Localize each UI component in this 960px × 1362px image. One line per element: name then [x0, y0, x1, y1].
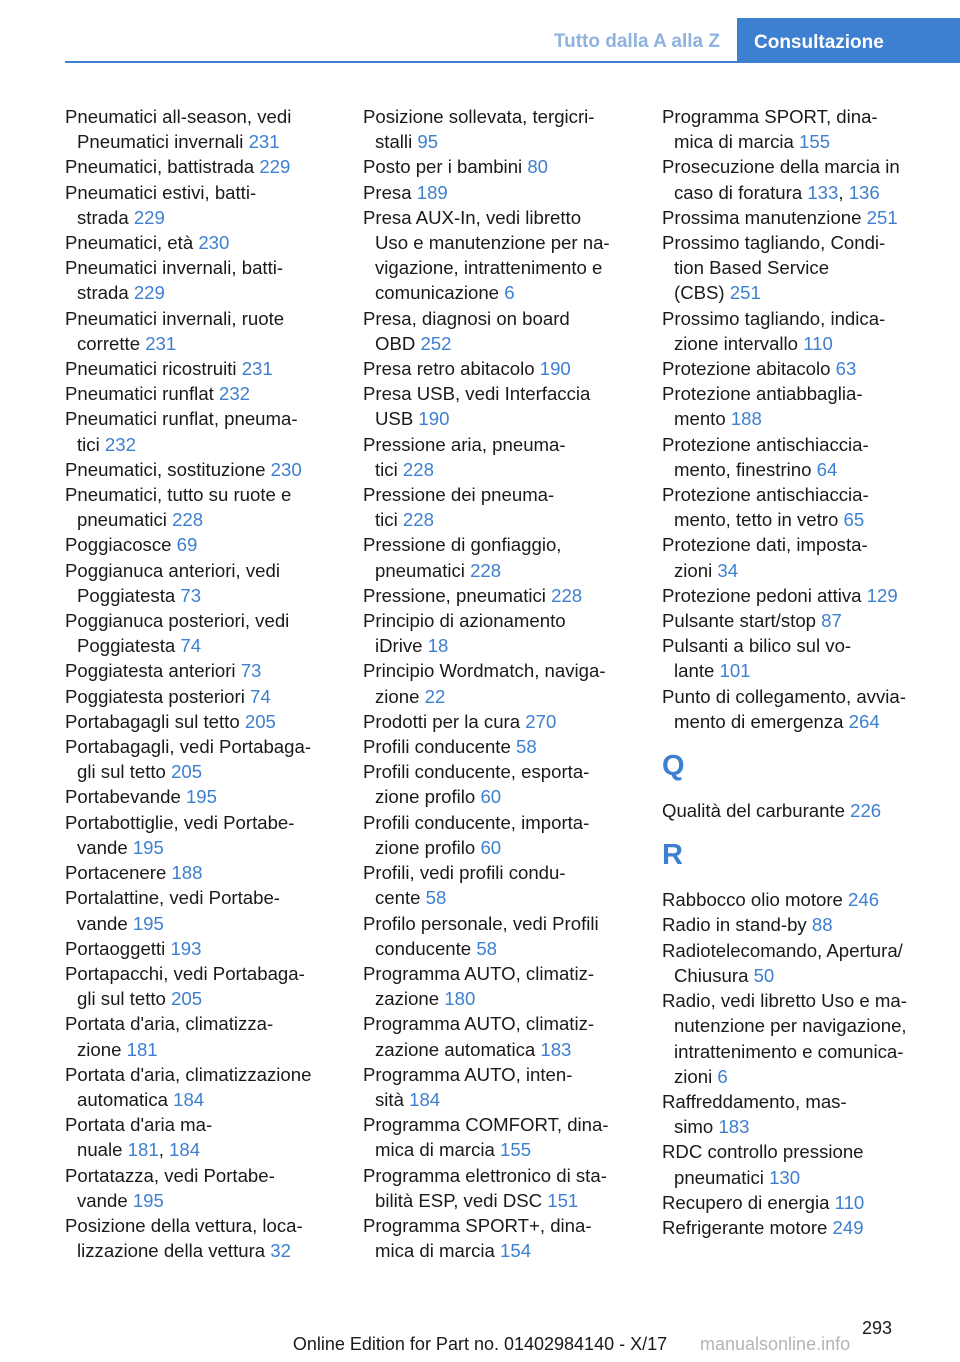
entry-term-continued: caso di foratura — [674, 181, 808, 203]
entry-term: Pneumatici, tutto su ruote e — [65, 484, 292, 506]
page-reference-link[interactable]: 252 — [420, 332, 452, 354]
entry-term: Portatazza, vedi Portabe- — [65, 1164, 275, 1186]
entry-term: Portabevande — [65, 786, 186, 808]
entry-term: Prosecuzione della marcia in — [662, 156, 900, 178]
header-rule — [65, 61, 960, 63]
entry-term: Raffreddamento, mas- — [662, 1090, 847, 1112]
entry-term: Protezione abitacolo — [662, 358, 836, 380]
entry-term: Pneumatici estivi, batti- — [65, 181, 257, 203]
entry-term: Pulsanti a bilico sul vo- — [662, 635, 852, 657]
index-entry: Portata d'aria ma- nuale 181, 184 — [65, 1114, 213, 1161]
index-entry — [662, 356, 960, 381]
entry-term-continued: zione intervallo — [674, 332, 804, 354]
index-entry — [65, 709, 340, 734]
page-reference-link[interactable]: 190 — [418, 408, 450, 430]
index-entry — [662, 633, 960, 683]
index-entry — [363, 180, 638, 205]
entry-term: RDC controllo pressione — [662, 1141, 864, 1163]
page-reference-link[interactable]: 73 — [180, 584, 202, 606]
entry-term: Profili conducente — [363, 736, 516, 758]
index-entry — [65, 482, 340, 532]
entry-term-continued: zazione — [375, 988, 445, 1010]
index-entry — [65, 1011, 340, 1061]
index-entry — [65, 406, 340, 456]
page-reference-link[interactable]: 249 — [832, 1216, 864, 1238]
entry-term: Pneumatici invernali, ruote — [65, 307, 285, 329]
page-reference-link[interactable]: 63 — [835, 358, 857, 380]
page-reference-link[interactable]: 69 — [176, 534, 198, 556]
page-reference-link[interactable]: 58 — [515, 736, 537, 758]
index-entry — [363, 154, 638, 179]
entry-term: Poggiacosce — [65, 534, 177, 556]
entry-term: Recupero di energia — [662, 1191, 835, 1213]
entry-term: Pneumatici, età — [65, 232, 199, 254]
entry-term: Pneumatici runflat, pneuma- — [65, 408, 298, 430]
index-entry — [662, 104, 960, 154]
page-reference-link[interactable]: 32 — [270, 1240, 291, 1262]
entry-term-continued: pneumatici — [375, 559, 471, 581]
entry-term-continued: mica di marcia — [674, 131, 800, 153]
page-reference-link[interactable]: 229 — [133, 282, 165, 304]
entry-term: Protezione dati, imposta- — [662, 534, 868, 556]
entry-term-continued: zione profilo — [375, 836, 481, 858]
index-entry — [363, 1112, 638, 1162]
index-entry — [65, 356, 340, 381]
entry-term-continued: tici — [375, 458, 403, 480]
entry-term-continued: Uso e manutenzione per na- — [375, 232, 610, 254]
index-entry — [662, 798, 960, 823]
entry-term-continued: zione — [77, 1038, 127, 1060]
entry-term-continued: conducente — [375, 937, 477, 959]
page-reference-link[interactable]: 133 — [807, 181, 839, 203]
letter-heading: R — [662, 839, 683, 872]
entry-term-continued: zione profilo — [375, 786, 481, 808]
index-entry — [662, 887, 960, 912]
page-reference-link[interactable]: 50 — [753, 964, 775, 986]
page-reference-link[interactable]: 130 — [769, 1166, 801, 1188]
page-reference-link[interactable]: 181 — [127, 1139, 159, 1161]
entry-term-continued: lizzazione della vettura — [77, 1240, 271, 1262]
footer-edition: Online Edition for Part no. 01402984140 - X/17 — [292, 1334, 668, 1354]
index-entry — [363, 432, 638, 482]
entry-term-continued: tici — [375, 509, 403, 531]
entry-term-continued: tion Based Service — [674, 257, 830, 279]
page-reference-link[interactable]: 64 — [816, 458, 838, 480]
entry-term: Programma elettronico di sta- — [363, 1164, 607, 1186]
index-entry — [65, 230, 340, 255]
entry-term: Radio in stand-by — [662, 914, 812, 936]
index-entry — [65, 154, 340, 179]
entry-term: Portabagagli, vedi Portabaga- — [65, 736, 312, 758]
page-reference-link[interactable]: 229 — [133, 206, 165, 228]
page-reference-link[interactable]: 229 — [259, 156, 291, 178]
page-reference-link[interactable]: 110 — [803, 332, 833, 354]
index-entry — [65, 1213, 340, 1263]
page-reference-link[interactable]: 190 — [539, 358, 571, 380]
index-entry — [363, 860, 638, 910]
page-reference-link[interactable]: 246 — [848, 889, 880, 911]
entry-term-continued: vande — [77, 836, 133, 858]
entry-term-continued: mica di marcia — [375, 1240, 501, 1262]
page-reference-link[interactable]: 74 — [180, 635, 202, 657]
page-reference-link[interactable]: 183 — [718, 1116, 750, 1138]
index-column-1 — [65, 104, 340, 1263]
page-reference-link[interactable]: 6 — [717, 1065, 728, 1087]
entry-term: Portalattine, vedi Portabe- — [65, 887, 280, 909]
entry-term: Pressione dei pneuma- — [363, 484, 555, 506]
entry-term-continued: zazione automatica — [375, 1038, 541, 1060]
page-reference-link[interactable]: 34 — [717, 559, 739, 581]
index-entry — [65, 558, 340, 608]
entry-term: Poggianuca posteriori, vedi — [65, 610, 290, 632]
page-reference-link[interactable]: 74 — [250, 685, 271, 707]
index-entry — [65, 734, 340, 784]
page-reference-link[interactable]: 251 — [866, 206, 898, 228]
page-reference-link[interactable]: 228 — [551, 584, 583, 606]
page-reference-link[interactable]: 232 — [219, 383, 251, 405]
page-reference-link[interactable]: 195 — [132, 1189, 164, 1211]
page-reference-link[interactable]: 80 — [527, 156, 549, 178]
index-entry — [363, 658, 638, 708]
page-reference-link[interactable]: 230 — [270, 458, 302, 480]
entry-term-continued: zione — [375, 685, 425, 707]
page-reference-link[interactable]: 155 — [500, 1139, 532, 1161]
page-reference-link[interactable]: 18 — [427, 635, 449, 657]
index-entry — [363, 532, 638, 582]
entry-term: Portabagagli sul tetto — [65, 710, 245, 732]
entry-term: Posizione della vettura, loca- — [65, 1214, 303, 1236]
page-reference-link[interactable]: 22 — [424, 685, 446, 707]
entry-term: Programma AUTO, inten- — [363, 1063, 573, 1085]
index-entry — [65, 1062, 340, 1112]
index-entry — [65, 936, 340, 961]
entry-term-continued: simo — [674, 1116, 719, 1138]
entry-term: Pneumatici invernali, batti- — [65, 257, 284, 279]
page-reference-link[interactable]: 228 — [470, 559, 502, 581]
entry-term-continued: mento di emergenza — [674, 710, 849, 732]
entry-term-continued: Pneumatici invernali — [77, 131, 249, 153]
index-entry — [363, 482, 638, 532]
entry-term-continued: OBD — [375, 332, 421, 354]
page-reference-link[interactable]: 230 — [198, 232, 230, 254]
index-entry — [363, 1213, 638, 1263]
letter-heading: Q — [662, 750, 685, 783]
entry-term-continued: sità — [375, 1088, 410, 1110]
page-reference-link[interactable]: 184 — [173, 1088, 205, 1110]
index-entry — [662, 381, 960, 431]
entry-term-continued: vande — [77, 1189, 133, 1211]
entry-term-continued: vande — [77, 912, 133, 934]
entry-term-continued: intrattenimento e comunica- — [674, 1040, 904, 1062]
entry-term-continued: Chiusura — [674, 964, 754, 986]
entry-term-continued: gli sul tetto — [77, 988, 172, 1010]
entry-term: Posizione sollevata, tergicri- — [363, 106, 595, 127]
page-reference-link[interactable]: 188 — [730, 408, 762, 430]
index-entry — [662, 482, 960, 532]
page-reference-link[interactable]: 264 — [848, 710, 880, 732]
index-entry — [662, 1190, 960, 1215]
page-reference-link[interactable]: 228 — [402, 458, 434, 480]
index-entry — [662, 1215, 960, 1240]
entry-term: Poggiatesta anteriori — [65, 660, 241, 682]
index-entry — [363, 1062, 638, 1112]
index-entry — [662, 205, 960, 230]
entry-term-continued: bilità ESP, vedi DSC — [375, 1189, 548, 1211]
entry-term: Pneumatici ricostruiti — [65, 358, 242, 380]
entry-term-continued: zioni — [674, 559, 718, 581]
index-column-2 — [363, 104, 638, 1263]
entry-term: Radio, vedi libretto Uso e ma- — [662, 990, 907, 1012]
entry-term: Protezione antiabbaglia- — [662, 383, 863, 405]
index-entry — [65, 810, 340, 860]
entry-term: Programma SPORT, dina- — [662, 106, 878, 127]
entry-term: Poggiatesta posteriori — [65, 685, 251, 707]
index-entry — [363, 381, 638, 431]
page-reference-link[interactable]: 195 — [185, 786, 217, 808]
page-reference-link[interactable]: 270 — [525, 710, 557, 732]
index-entry — [662, 306, 960, 356]
entry-term: Pressione, pneumatici — [363, 584, 552, 606]
entry-term: Presa retro abitacolo — [363, 358, 540, 380]
index-entry — [65, 1163, 340, 1213]
entry-term: Presa AUX-In, vedi libretto — [363, 206, 582, 228]
page-reference-link[interactable]: 193 — [170, 937, 202, 959]
page-reference-link[interactable]: 251 — [729, 282, 761, 304]
page-reference-link[interactable]: 60 — [480, 836, 502, 858]
entry-term: Pneumatici, sostituzione — [65, 458, 271, 480]
page-reference-link[interactable]: 87 — [821, 610, 842, 632]
entry-term-continued: Poggiatesta — [77, 584, 181, 606]
entry-term-continued: nuale — [77, 1139, 128, 1161]
entry-term: Portacenere — [65, 862, 172, 884]
page-reference-link[interactable]: 136 — [848, 181, 880, 203]
entry-term-continued: gli sul tetto — [77, 761, 172, 783]
watermark: manualsonline.info — [700, 1334, 851, 1354]
index-entry — [363, 911, 638, 961]
index-entry — [363, 356, 638, 381]
entry-term: Prossimo tagliando, indica- — [662, 307, 886, 329]
index-entry — [363, 709, 638, 734]
page-reference-link[interactable]: 180 — [444, 988, 476, 1010]
page-reference-link[interactable]: 184 — [409, 1088, 441, 1110]
index-entry — [363, 1011, 638, 1061]
index-entry — [65, 381, 340, 406]
page-reference-link[interactable]: 95 — [417, 131, 439, 153]
page-reference-link[interactable]: 58 — [476, 937, 497, 959]
entry-term: Prossima manutenzione — [662, 206, 867, 228]
page-reference-link[interactable]: 226 — [850, 800, 882, 822]
index-entry — [363, 583, 638, 608]
page-reference-link[interactable]: 184 — [169, 1139, 201, 1161]
section-tab: Consultazione — [737, 18, 960, 63]
index-entry — [363, 1163, 638, 1213]
index-entry — [662, 532, 960, 582]
page-reference-link[interactable]: 60 — [480, 786, 502, 808]
index-entry — [662, 1139, 960, 1189]
entry-term-continued: mento, tetto in vetro — [674, 509, 844, 531]
page-reference-link[interactable]: 228 — [402, 509, 434, 531]
entry-term: Protezione antischiaccia- — [662, 433, 869, 455]
entry-term-continued: USB — [375, 408, 419, 430]
entry-term-continued: strada — [77, 206, 134, 228]
page-reference-link[interactable]: 73 — [240, 660, 262, 682]
index-entry — [65, 608, 340, 658]
index-entry — [662, 938, 960, 988]
page-reference-link[interactable]: 231 — [241, 358, 273, 380]
entry-term-continued: mento — [674, 408, 731, 430]
entry-term: Programma COMFORT, dina- — [363, 1114, 609, 1136]
entry-term: Protezione pedoni attiva — [662, 584, 867, 606]
page-reference-link[interactable]: 65 — [843, 509, 865, 531]
entry-term: Portaoggetti — [65, 937, 171, 959]
index-column-3 — [662, 104, 960, 1240]
entry-term: Pneumatici runflat — [65, 383, 219, 405]
entry-term-continued: comunicazione — [375, 282, 505, 304]
page-reference-link[interactable]: 232 — [104, 433, 136, 455]
page-reference-link[interactable]: 195 — [132, 912, 164, 934]
entry-term-continued: zioni — [674, 1065, 718, 1087]
entry-term: Pneumatici, battistrada — [65, 156, 260, 178]
entry-term: Portata d'aria ma- — [65, 1114, 213, 1136]
entry-term: Profilo personale, vedi Profili — [363, 912, 599, 934]
page-reference-link[interactable]: 58 — [425, 887, 447, 909]
entry-term: Radiotelecomando, Apertura/ — [662, 939, 903, 961]
entry-term: Presa — [363, 181, 417, 203]
index-entry — [65, 306, 340, 356]
entry-term: Presa USB, vedi Interfaccia — [363, 383, 591, 405]
page-reference-link[interactable]: 195 — [132, 836, 164, 858]
entry-term: Programma SPORT+, dina- — [363, 1214, 592, 1236]
page-reference-link[interactable]: 205 — [244, 710, 276, 732]
entry-term-continued: Poggiatesta — [77, 635, 181, 657]
entry-term-continued: mica di marcia — [375, 1139, 501, 1161]
entry-term: Portata d'aria, climatizzazione — [65, 1063, 312, 1085]
page-reference-link[interactable]: 205 — [171, 988, 203, 1010]
page-reference-link[interactable]: 231 — [248, 131, 280, 153]
entry-term: Profili, vedi profili condu- — [363, 862, 566, 884]
entry-term: Punto di collegamento, avvia- — [662, 685, 906, 707]
index-entry — [662, 230, 960, 306]
page-number: 293 — [862, 1318, 893, 1338]
entry-term: Pulsante start/stop — [662, 610, 822, 632]
index-entry — [65, 255, 340, 305]
entry-term: Programma AUTO, climatiz- — [363, 1013, 595, 1035]
index-entry — [65, 532, 340, 557]
entry-term: Programma AUTO, climatiz- — [363, 962, 595, 984]
entry-term-continued: strada — [77, 282, 134, 304]
index-entry — [662, 912, 960, 937]
entry-term: Pneumatici all-season, vedi — [65, 106, 292, 127]
entry-term-continued: vigazione, intrattenimento e — [375, 257, 603, 279]
index-entry — [662, 583, 960, 608]
entry-term-continued: lante — [674, 660, 720, 682]
page-reference-link[interactable]: 154 — [500, 1240, 532, 1262]
entry-term: Presa, diagnosi on board — [363, 307, 570, 329]
page-reference-link[interactable]: 231 — [145, 332, 177, 354]
index-entry — [363, 810, 638, 860]
index-entry — [363, 734, 638, 759]
index-entry — [65, 457, 340, 482]
index-entry — [363, 104, 638, 154]
entry-term: Portapacchi, vedi Portabaga- — [65, 962, 305, 984]
page-reference-link[interactable]: 155 — [799, 131, 831, 153]
page-reference-link[interactable]: 181 — [126, 1038, 158, 1060]
entry-term-continued: iDrive — [375, 635, 428, 657]
index-entry — [363, 306, 638, 356]
page-reference-link[interactable]: 205 — [171, 761, 203, 783]
entry-term: Prossimo tagliando, Condi- — [662, 232, 886, 254]
index-entry — [65, 961, 340, 1011]
entry-term-continued: tici — [77, 433, 105, 455]
index-entry: Prosecuzione della marcia in caso di foratura 133, 136 — [662, 156, 900, 203]
entry-term: Pressione di gonfiaggio, — [363, 534, 562, 556]
entry-term-continued: pneumatici — [674, 1166, 770, 1188]
entry-term: Protezione antischiaccia- — [662, 484, 869, 506]
page-reference-link[interactable]: 189 — [416, 181, 448, 203]
entry-term: Principio Wordmatch, naviga- — [363, 660, 606, 682]
entry-term: Refrigerante motore — [662, 1216, 833, 1238]
entry-term: Principio di azionamento — [363, 610, 566, 632]
page-reference-link[interactable]: 183 — [540, 1038, 572, 1060]
entry-term: Portabottiglie, vedi Portabe- — [65, 811, 295, 833]
page-reference-link[interactable]: 101 — [719, 660, 751, 682]
page-reference-link[interactable]: 151 — [547, 1189, 579, 1211]
entry-term: Poggianuca anteriori, vedi — [65, 559, 280, 581]
page-reference-link[interactable]: 228 — [172, 509, 204, 531]
index-entry — [65, 180, 340, 230]
entry-term: Portata d'aria, climatizza- — [65, 1013, 274, 1035]
index-entry — [65, 658, 340, 683]
index-entry — [662, 684, 960, 734]
entry-term: Profili conducente, esporta- — [363, 761, 590, 783]
page-reference-link[interactable]: 110 — [834, 1191, 865, 1213]
entry-term: Prodotti per la cura — [363, 710, 526, 732]
index-entry — [65, 684, 340, 709]
page-reference-link[interactable]: 188 — [171, 862, 203, 884]
entry-term: Rabbocco olio motore — [662, 889, 849, 911]
entry-term-continued: mento, finestrino — [674, 458, 817, 480]
page-reference-link[interactable]: 129 — [866, 584, 898, 606]
index-entry — [363, 205, 638, 306]
entry-term: Pressione aria, pneuma- — [363, 433, 566, 455]
index-entry — [65, 784, 340, 809]
index-entry — [65, 860, 340, 885]
index-entry — [363, 961, 638, 1011]
index-entry — [363, 608, 638, 658]
page-reference-link[interactable]: 88 — [811, 914, 833, 936]
entry-term-continued: nutenzione per navigazione, — [674, 1015, 907, 1037]
entry-term-continued: pneumatici — [77, 509, 173, 531]
index-entry — [662, 608, 960, 633]
breadcrumb: Tutto dalla A alla Z — [553, 31, 720, 52]
entry-term-continued: (CBS) — [674, 282, 730, 304]
index-entry — [363, 759, 638, 809]
entry-term: Qualità del carburante — [662, 800, 851, 822]
entry-term-continued: stalli — [375, 131, 418, 153]
entry-term-continued: cente — [375, 887, 426, 909]
index-entry — [662, 988, 960, 1089]
entry-term: Profili conducente, importa- — [363, 811, 590, 833]
entry-term-continued: corrette — [77, 332, 146, 354]
entry-term-continued: automatica — [77, 1088, 174, 1110]
index-entry — [65, 885, 340, 935]
index-entry — [662, 1089, 960, 1139]
entry-term: Posto per i bambini — [363, 156, 528, 178]
page-reference-link[interactable]: 6 — [504, 282, 515, 304]
index-entry — [65, 104, 340, 154]
index-entry — [662, 432, 960, 482]
